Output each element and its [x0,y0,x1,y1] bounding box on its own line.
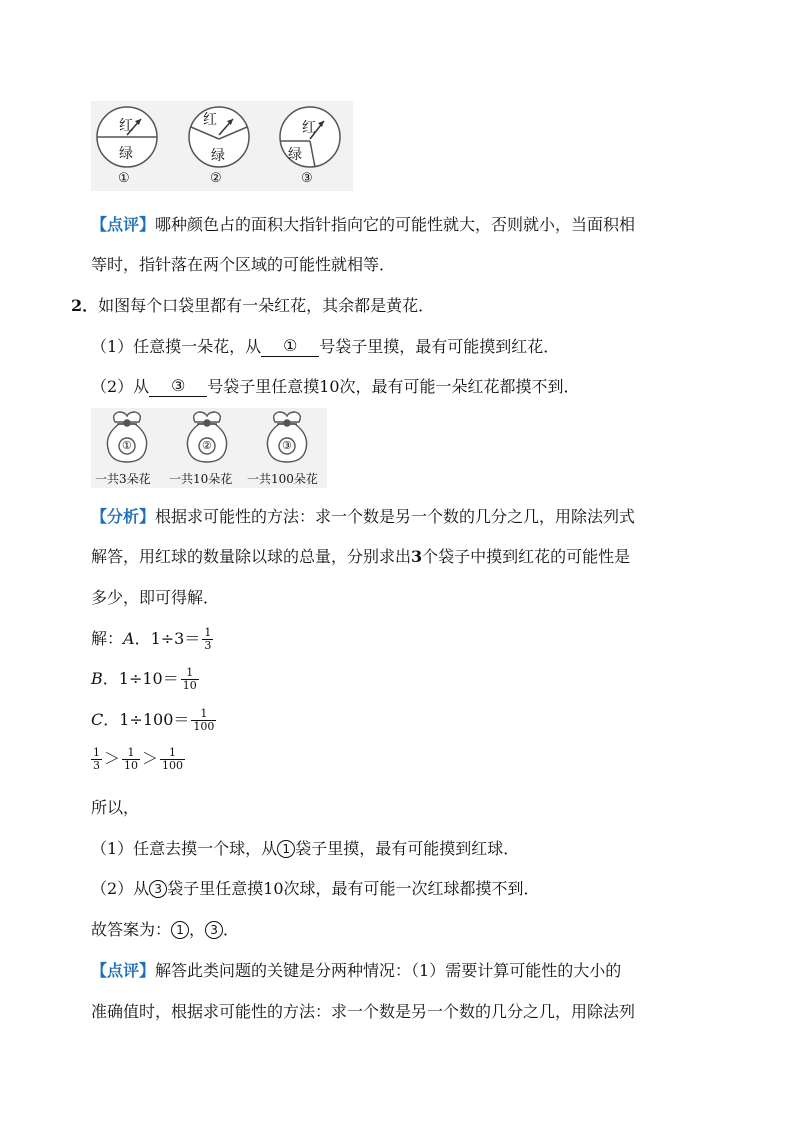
result-1 [91,836,519,859]
question2-part1-answer-blank [261,338,319,357]
spinner-3-number: ③ [301,171,313,186]
solution-a-fraction [202,627,213,652]
comment1-tag: 【点评】 [91,215,156,234]
spinner-3-top-label: 红 [302,120,316,136]
solution-b-denominator: 10 [182,679,197,692]
solution-b-expression: ．1÷10＝ [102,669,179,688]
question2-stem [71,293,434,316]
solution-c-fraction [191,708,216,733]
question2-part1-prefix: （1）任意摸一朵花，从 [91,337,262,356]
analysis-line3: 多少，即可得解． [91,588,220,607]
final-answer [91,917,239,940]
comparison-fraction-1-numerator: 1 [93,746,100,759]
bag-3-number: ③ [282,439,292,452]
solution-so: 所以， [91,798,140,817]
solution-a-denominator: 3 [204,639,212,652]
bag-1 [107,412,146,462]
bags-figure [91,408,327,488]
result-1-prefix: （1）任意去摸一个球，从 [91,839,278,858]
final-answer-2: 3 [205,921,223,939]
question2-text: 如图每个口袋里都有一朵红花，其余都是黄花． [98,296,435,315]
analysis-line1 [91,504,635,527]
solution-a [91,626,215,652]
comparison-fraction-3-numerator: 1 [160,747,185,760]
final-answer-prefix: 故答案为： [91,920,172,939]
analysis-count: 3 [411,547,423,566]
comparison-fraction-3-denominator: 100 [162,759,184,772]
bag-3-caption: 一共100朵花 [247,472,318,486]
solution-b [91,666,201,692]
comparison-fraction-1 [91,747,102,772]
result-2-suffix: 袋子里任意摸10次球，最有可能一次红球都摸不到． [167,879,540,898]
solution-c [91,707,218,733]
solution-b-letter: B [91,669,103,688]
spinner-figure [91,101,353,191]
solution-a-letter: A [123,629,135,648]
question2-part2-prefix: （2）从 [91,377,150,396]
comment1-line1 [91,212,635,235]
comment1-line2: 等时，指针落在两个区域的可能性就相等． [91,255,396,274]
question2-part1-suffix: 号袋子里摸，最有可能摸到红花． [319,337,560,356]
solution-a-numerator: 1 [204,626,212,639]
question2-part2-answer-blank [149,378,207,397]
question2-part2 [91,374,580,397]
final-answer-separator: ， [189,920,206,939]
question2-part2-answer: ③ [171,376,186,395]
solution-c-denominator: 100 [193,720,215,733]
solution-b-numerator: 1 [181,667,199,680]
question2-part1-answer: ① [283,336,298,355]
result-2-bag-number: 3 [149,880,167,898]
solution-b-fraction [181,667,199,692]
question2-number: 2． [71,296,99,315]
solution-c-letter: C [91,710,104,729]
bag-3 [267,412,306,462]
result-1-bag-number: 1 [277,840,295,858]
comment2-tag: 【点评】 [91,961,156,980]
comparison-fraction-2-denominator: 10 [124,759,139,772]
spinner-1-bottom-label: 绿 [119,146,133,162]
question2-part2-suffix: 号袋子里任意摸10次，最有可能一朵红花都摸不到． [207,377,580,396]
solution-comparison [89,746,187,772]
result-2 [91,876,540,899]
spinner-3-bottom-label: 绿 [288,147,302,163]
bag-1-caption: 一共3朵花 [95,472,151,486]
bag-2 [187,412,226,462]
comment2-line2: 准确值时，根据求可能性的方法：求一个数是另一个数的几分之几，用除法列 [91,1002,636,1021]
bag-2-number: ② [202,439,212,452]
question2-part1 [91,334,559,357]
spinner-2-bottom-label: 绿 [211,148,225,164]
final-answer-end: ． [223,920,240,939]
analysis-tag: 【分析】 [91,507,156,526]
analysis-text-2a: 解答，用红球的数量除以球的总量，分别求出 [91,547,412,566]
spinner-2-number: ② [210,171,222,186]
comparison-fraction-2 [122,747,140,772]
analysis-line2 [91,544,630,567]
greater-than-sign-1: ＞ [104,749,121,768]
bag-1-number: ① [122,439,132,452]
spinner-1-number: ① [118,171,130,186]
analysis-text-1: 根据求可能性的方法：求一个数是另一个数的几分之几，用除法列式 [155,507,636,526]
result-2-prefix: （2）从 [91,879,150,898]
solution-intro: 解： [91,629,124,648]
solution-c-expression: ．1÷100＝ [103,710,190,729]
greater-than-sign-2: ＞ [142,749,159,768]
comparison-fraction-2-numerator: 1 [122,747,140,760]
solution-c-numerator: 1 [191,708,216,721]
spinner-2-top-label: 红 [203,112,217,128]
bag-2-caption: 一共10朵花 [169,472,233,486]
result-1-suffix: 袋子里摸，最有可能摸到红球． [295,839,520,858]
analysis-text-2b: 个袋子中摸到红花的可能性是 [422,547,631,566]
comment2-text-1: 解答此类问题的关键是分两种情况：（1）需要计算可能性的大小的 [155,961,622,980]
spinner-1-top-label: 红 [119,118,133,134]
comparison-fraction-3 [160,747,185,772]
comment2-line1 [91,958,621,981]
final-answer-1: 1 [171,921,189,939]
solution-a-expression: ．1÷3＝ [134,629,201,648]
comparison-fraction-1-denominator: 3 [93,759,100,772]
comment1-text-1: 哪种颜色占的面积大指针指向它的可能性就大，否则就小，当面积相 [155,215,636,234]
